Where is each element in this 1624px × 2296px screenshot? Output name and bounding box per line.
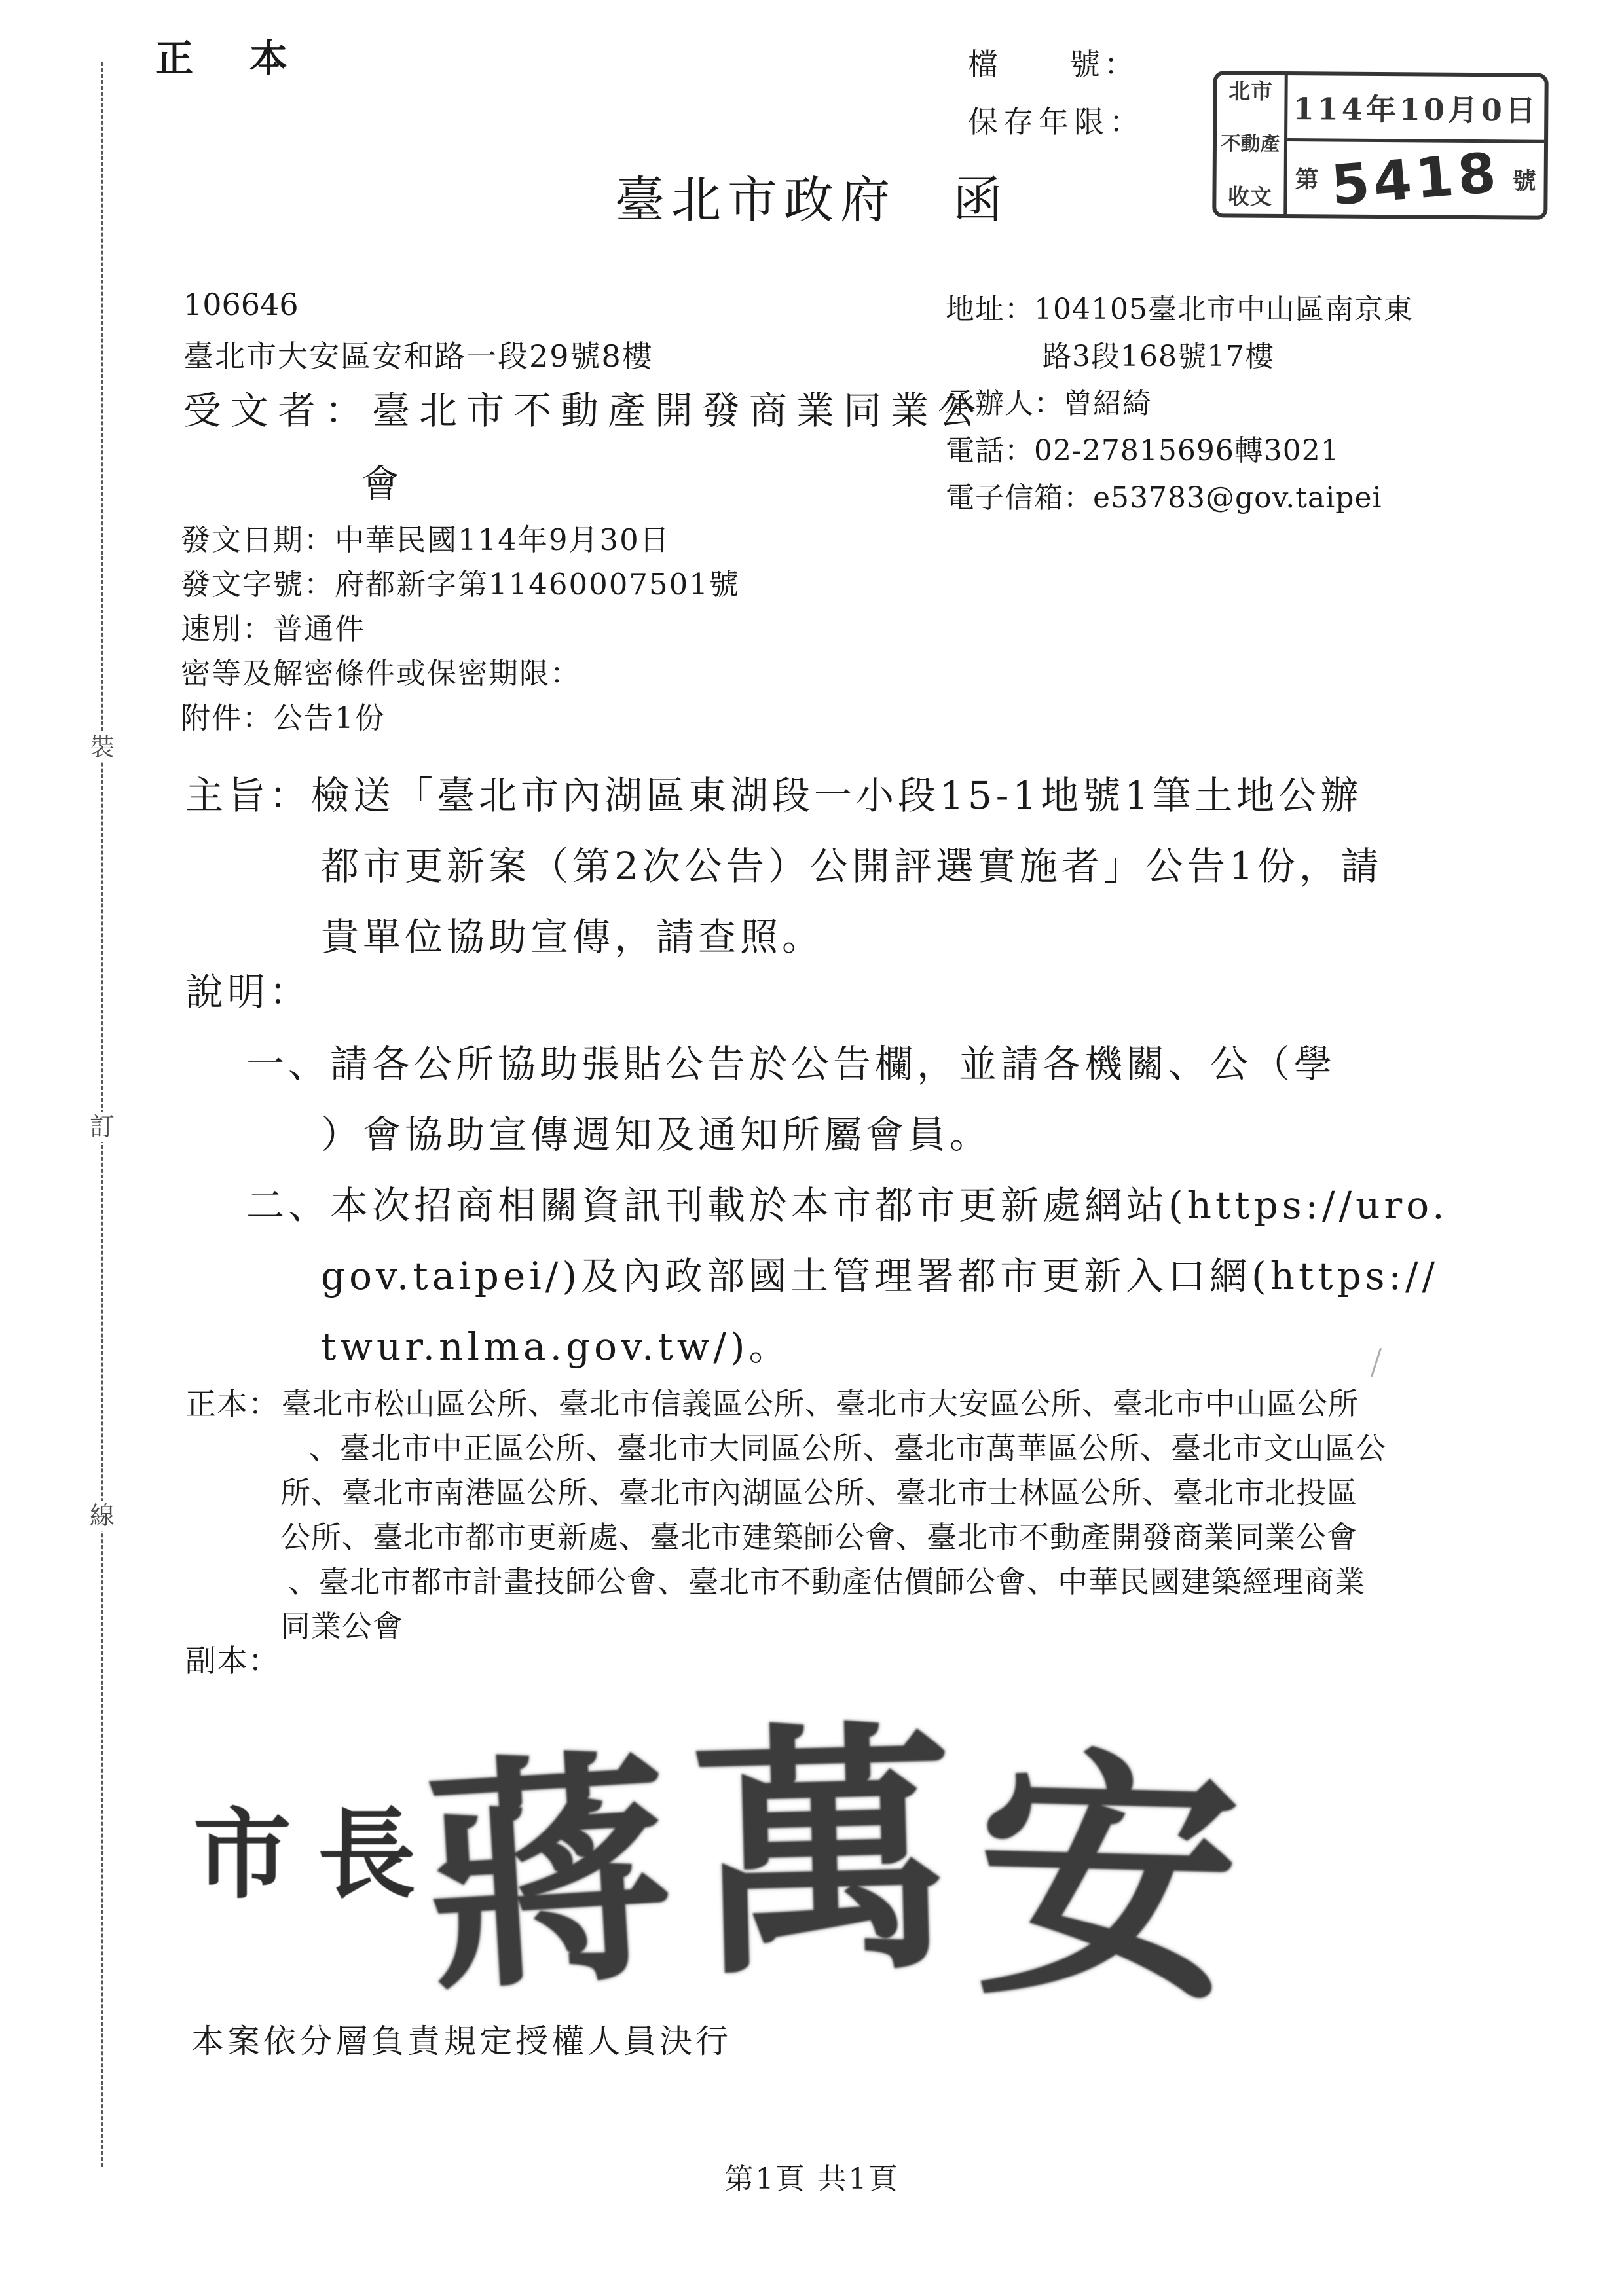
attachment-line: 附件：公告1份 [181, 701, 386, 735]
copy-type-label: 正 本 [155, 36, 297, 81]
binding-mark-ding: 訂 [87, 1112, 117, 1142]
recipient-zip-code: 106646 [183, 287, 299, 322]
agency-address-line2: 路3段168號17樓 [1043, 340, 1274, 373]
subject-line3: 貴單位協助宣傳，請查照。 [321, 915, 824, 959]
stamp-org-line1: 北市 [1228, 78, 1274, 104]
file-number-label: 檔 號： [968, 46, 1138, 82]
retention-period-label: 保存年限： [968, 104, 1145, 139]
original-recipients-line1: 臺北市松山區公所、臺北市信義區公所、臺北市大安區公所、臺北市中山區公所 [282, 1386, 1359, 1421]
stamp-date: 114年10月0日 [1287, 75, 1545, 143]
contact-officer: 承辦人：曾紹綺 [946, 387, 1152, 420]
binding-mark-xian: 線 [87, 1501, 117, 1531]
binding-mark-zhuang: 裝 [87, 732, 117, 762]
original-recipients-label: 正本： [185, 1387, 280, 1423]
copy-recipients-label: 副本： [185, 1643, 280, 1679]
original-recipients-line2: 、臺北市中正區公所、臺北市大同區公所、臺北市萬華區公所、臺北市文山區公 [309, 1430, 1386, 1466]
scan-artifact [1371, 1348, 1382, 1377]
delegation-note: 本案依分層負責規定授權人員決行 [191, 2022, 731, 2060]
speed-class-line: 速別：普通件 [181, 611, 366, 646]
contact-email: 電子信箱：e53783@gov.taipei [946, 481, 1382, 515]
security-class-line: 密等及解密條件或保密期限： [181, 656, 581, 691]
page-number: 第1頁 共1頁 [724, 2162, 900, 2196]
stamp-org-line2: 不動產 [1221, 132, 1280, 156]
explanation-item2-line1: 二、本次招商相關資訊刊載於本市都市更新處網站(https://uro. [246, 1183, 1449, 1228]
contact-phone: 電話：02-27815696轉3021 [946, 434, 1340, 467]
explanation-heading: 說明： [185, 970, 312, 1014]
recipient-address: 臺北市大安區安和路一段29號8樓 [183, 338, 654, 374]
doc-number-line: 發文字號：府都新字第11460007501號 [181, 567, 740, 602]
document-title: 臺北市政府 函 [615, 171, 1009, 229]
issue-date-line: 發文日期：中華民國114年9月30日 [181, 522, 671, 557]
stamp-number-suffix: 號 [1512, 167, 1536, 195]
explanation-item2-line2: gov.taipei/)及內政部國土管理署都市更新入口網(https:// [321, 1254, 1439, 1298]
recipient-line2: 會 [361, 462, 400, 506]
agency-address-line1: 地址：104105臺北市中山區南京東 [946, 293, 1413, 326]
original-recipients-line5: 、臺北市都市計畫技師公會、臺北市不動產估價師公會、中華民國建築經理商業 [288, 1564, 1365, 1599]
stamp-number-prefix: 第 [1295, 166, 1319, 194]
stamp-org-line3: 收文 [1227, 183, 1273, 210]
mayor-title: 市長 [193, 1797, 443, 1912]
mayor-signature: 蔣 萬 安 [418, 1696, 1266, 2038]
subject-line2: 都市更新案（第2次公告）公開評選實施者」公告1份，請 [321, 844, 1383, 888]
explanation-item1-line1: 一、請各公所協助張貼公告於公告欄，並請各機關、公（學 [246, 1042, 1337, 1086]
original-recipients-line3: 所、臺北市南港區公所、臺北市內湖區公所、臺北市士林區公所、臺北市北投區 [280, 1475, 1357, 1510]
stamp-number-handwritten: 5418 [1329, 139, 1503, 218]
explanation-item1-line2: ）會協助宣傳週知及通知所屬會員。 [321, 1112, 992, 1157]
recipient-line1: 受文者：臺北市不動產開發商業同業公 [183, 388, 986, 433]
subject-line1: 主旨：檢送「臺北市內湖區東湖段一小段15-1地號1筆土地公辦 [185, 773, 1363, 818]
original-recipients-line4: 公所、臺北市都市更新處、臺北市建築師公會、臺北市不動產開發商業同業公會 [280, 1520, 1357, 1555]
explanation-item2-line3: twur.nlma.gov.tw/)。 [321, 1324, 791, 1369]
original-recipients-line6: 同業公會 [280, 1609, 403, 1644]
